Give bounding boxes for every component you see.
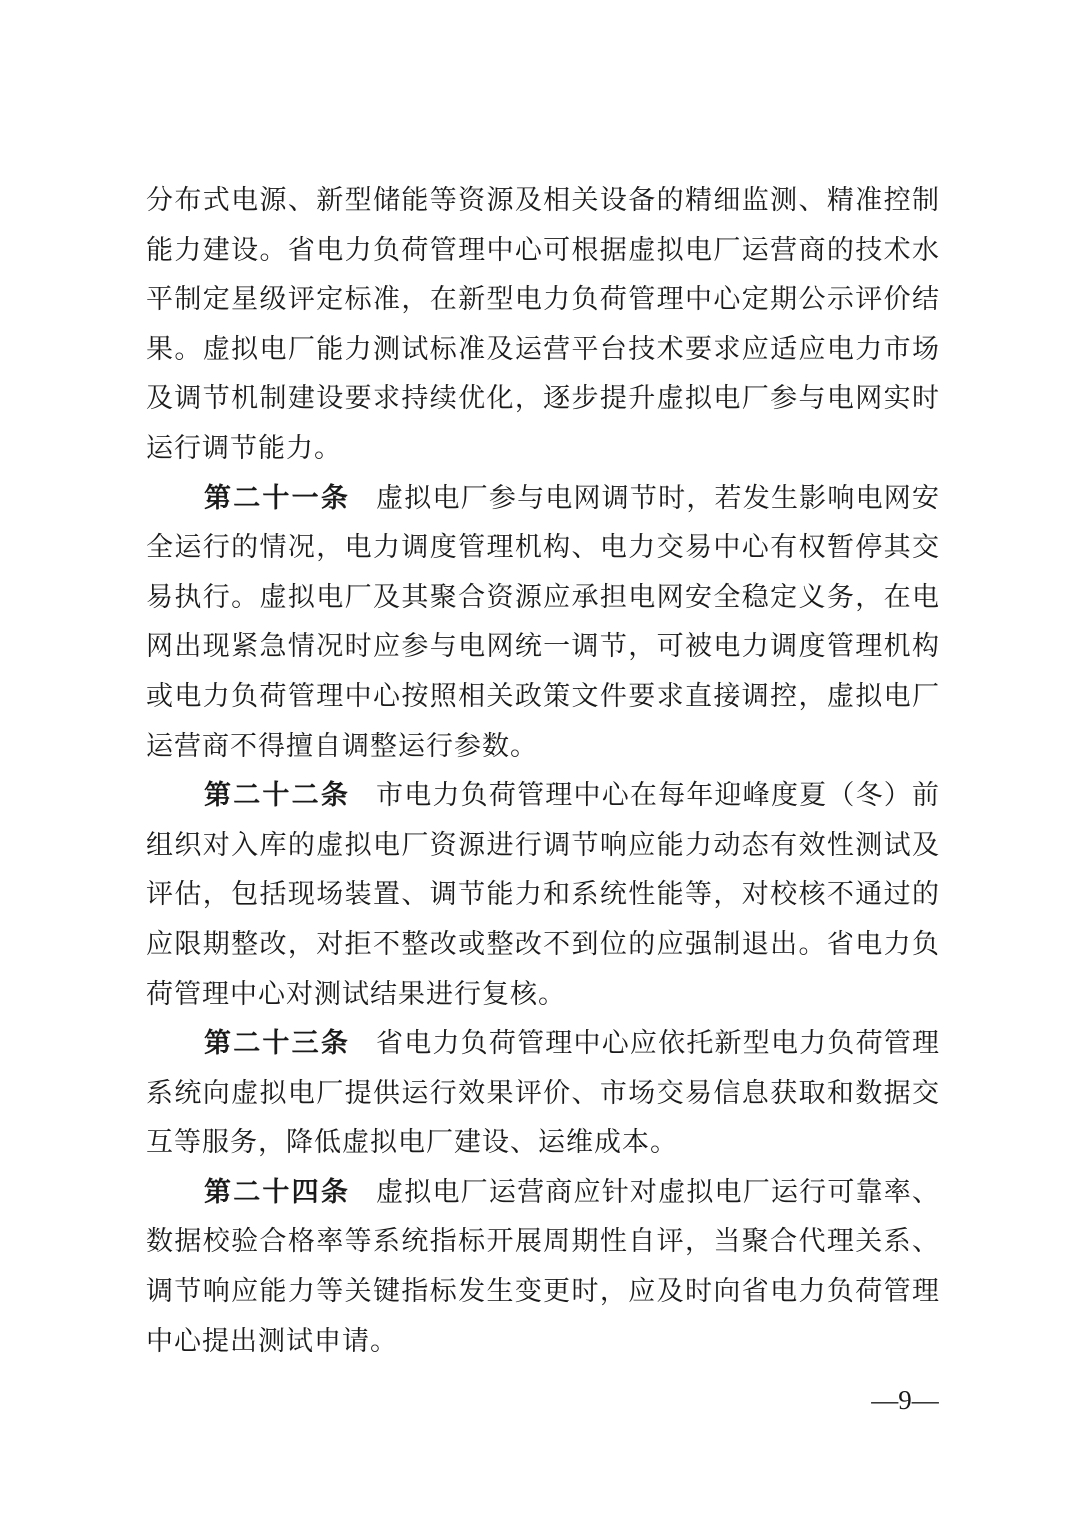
article-21 [146, 474, 940, 772]
document-body [146, 176, 940, 1366]
page-number: —9— [871, 1385, 939, 1415]
article-22 [146, 771, 940, 1019]
article-text: 省电力负荷管理中心应依托新型电力负荷管理系统向虚拟电厂提供运行效果评价、市场交易信息获取和数据交互等服务，降低虚拟电厂建设、运维成本。 [146, 1028, 941, 1159]
paragraph-text: 分布式电源、新型储能等资源及相关设备的精细监测、精准控制能力建设。省电力负荷管理中心可根据虚拟电厂运营商的技术水平制定星级评定标准，在新型电力负荷管理中心定期公示评价结果。虚拟电厂能力测试标准及运营平台技术要求应适应电力市场及调节机制建设要求持续优化，逐步提升虚拟电厂参与电网实时运行调节能力。 [146, 185, 940, 464]
article-text: 市电力负荷管理中心在每年迎峰度夏（冬）前组织对入库的虚拟电厂资源进行调节响应能力动态有效性测试及评估，包括现场装置、调节能力和系统性能等，对校核不通过的应限期整改，对拒不整改或整改不到位的应强制退出。省电力负荷管理中心对测试结果进行复核。 [146, 780, 941, 1010]
article-heading: 第二十二条 [204, 780, 351, 812]
article-text: 虚拟电厂参与电网调节时，若发生影响电网安全运行的情况，电力调度管理机构、电力交易中心有权暂停其交易执行。虚拟电厂及其聚合资源应承担电网安全稳定义务，在电网出现紧急情况时应参与电网统一调节，可被电力调度管理机构或电力负荷管理中心按照相关政策文件要求直接调控，虚拟电厂运营商不得擅自调整运行参数。 [146, 482, 941, 762]
article-heading: 第二十三条 [204, 1028, 351, 1060]
paragraph-continuation [146, 176, 940, 474]
article-24 [146, 1168, 940, 1366]
article-heading: 第二十四条 [204, 1176, 351, 1208]
article-heading: 第二十一条 [204, 482, 351, 514]
article-text: 虚拟电厂运营商应针对虚拟电厂运行可靠率、数据校验合格率等系统指标开展周期性自评，当聚合代理关系、调节响应能力等关键指标发生变更时，应及时向省电力负荷管理中心提出测试申请。 [146, 1176, 941, 1357]
article-23 [146, 1019, 940, 1168]
